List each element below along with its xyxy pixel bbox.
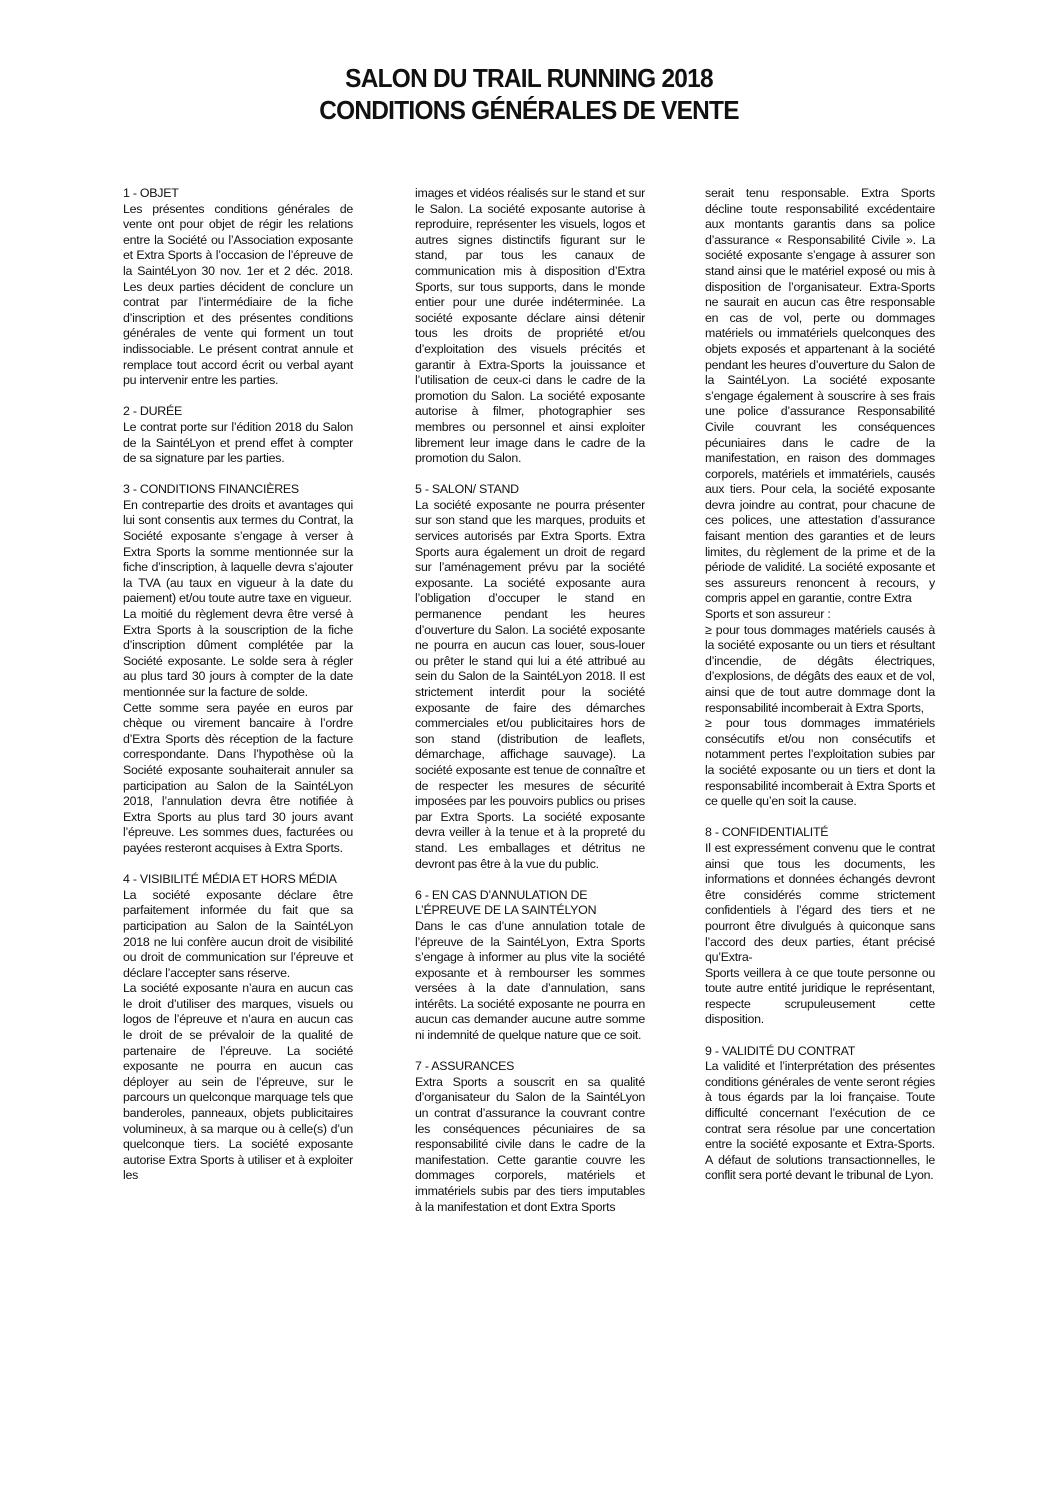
section-text: Les présentes conditions générales de vente ont pour objet de régir les relations entre la Société ou l’Association exposante et Extra Sports à l’occasion de l’épreuve de la SaintéLyon 30 nov. 1er et 2 déc. 2018. Les deux parties décident de conclure un contrat par l’intermédiaire de la fiche d’inscription et des présentes conditions générales de vente qui forment un tout indissociable. Le présent contrat annule et remplace tout accord écrit ou verbal ayant pu intervenir entre les parties. <box>123 201 353 388</box>
column-2 <box>415 186 645 1231</box>
section-heading: 7 - ASSURANCES <box>415 1059 515 1074</box>
section-text: La validité et l’interprétation des présentes conditions générales de vente seront régies à tous égards par la loi française. Toute difficulté concernant l’exécution de ce contrat sera résolue par une concertation entre la société exposante et Extra-Sports. A défaut de solutions transactionnelles, le conflit sera porté devant le tribunal de Lyon. <box>705 1059 935 1183</box>
section-heading: 1 - OBJET <box>123 186 179 200</box>
section-text: Dans le cas d’une annulation totale de l’épreuve de la SaintéLyon, Extra Sports s’engage à informer au plus vite la société exposante et à rembourser les sommes versées à la date d’annulation, sans intérêts. La société exposante ne pourra en aucun cas demander aucune autre somme ni indemnité de quelque nature que ce soit. <box>415 918 645 1043</box>
section-objet <box>123 186 353 389</box>
section-annulation <box>415 888 645 1044</box>
continued-text <box>705 186 935 810</box>
section-visibilite <box>123 872 353 1184</box>
column-3 <box>705 186 935 1200</box>
section-assurances <box>415 1059 645 1215</box>
section-text: La société exposante n’aura en aucun cas le droit d’utiliser des marques, visuels ou logos de l’épreuve et n’aura en aucun cas le droit de se prévaloir de la qualité de partenaire de l’épreuve. La société exposante ne pourra en aucun cas déployer au sein de l’épreuve, sur le parcours un quelconque marquage tels que banderoles, panneaux, objets publicitaires volumineux, à sa marque ou à celle(s) d’un quelconque tiers. La société exposante autorise Extra Sports à utiliser et à exploiter les <box>123 981 353 1183</box>
section-heading: 3 - CONDITIONS FINANCIÈRES <box>123 482 299 497</box>
continued-text <box>415 186 645 467</box>
section-text: images et vidéos réalisés sur le stand et sur le Salon. La société exposante autorise à reproduire, représenter les visuels, logos et autres signes distinctifs figurant sur le stand, par tous les canaux de communication mis à disposition d’Extra Sports, sur tous supports, dans le monde entier pour une durée indéterminée. La société exposante déclare ainsi détenir tous les droits de propriété et/ou d’exploitation des visuels précités et garantir à Extra-Sports la jouissance et l’utilisation de ceux-ci dans le cadre de la promotion du Salon. La société exposante autorise à filmer, photographier ses membres ou personnel et ainsi exploiter librement leur image dans le cadre de la promotion du Salon. <box>415 186 645 466</box>
section-text: serait tenu responsable. Extra Sports décline toute responsabilité excédentaire aux montants garantis dans sa police d’assurance « Responsabilité Civile ». La société exposante s’engage à assurer son stand ainsi que le matériel exposé ou mis à disposition de l’organisateur. Extra-Sports ne saurait en aucun cas être responsable en cas de vol, perte ou dommages matériels ou immatériels quelconques des objets exposés et appartenant à la société pendant les heures d’ouverture du Salon de la SaintéLyon. La société exposante s’engage également à souscrire à ses frais une police d’assurance Responsabilité Civile couvrant les conséquences pécuniaires dans le cadre de la manifestation, en raison des dommages corporels, matériels et immatériels, causés aux tiers. Pour cela, la société exposante devra joindre au contrat, pour chacune de ces polices, une attestation d’assurance faisant mention des garanties et de leurs limites, du règlement de la prime et de la période de validité. La société exposante et ses assureurs renoncent à recours, y compris appel en garantie, contre Extra <box>705 186 935 606</box>
section-heading: 8 - CONFIDENTIALITÉ <box>705 825 829 840</box>
section-text: Extra Sports a souscrit en sa qualité d’organisateur du Salon de la SaintéLyon un contrat d’assurance la couvrant contre les conséquences pécuniaires de sa responsabilité civile dans le cadre de la manifestation. Cette garantie couvre les dommages corporels, matériels et immatériels subis par des tiers imputables à la manifestation et dont Extra Sports <box>415 1074 645 1214</box>
section-heading: 4 - VISIBILITÉ MÉDIA ET HORS MÉDIA <box>123 872 337 887</box>
section-text: ≥ pour tous dommages matériels causés à la société exposante ou un tiers et résultant d’incendie, de dégâts électriques, d’explosions, de dégâts des eaux et de vol, ainsi que de tout autre dommage dont la responsabilité incomberait à Extra Sports, <box>705 622 935 715</box>
section-text: Il est expressément convenu que le contrat ainsi que tous les documents, les informations et données échangés devront être considérés comme strictement confidentiels à l’égard des tiers et ne pourront être divulgués à quiconque sans l’accord des deux parties, étant précisé qu’Extra- <box>705 840 935 965</box>
section-text: La société exposante ne pourra présenter sur son stand que les marques, produits et services autorisés par Extra Sports. Extra Sports aura également un droit de regard sur l’aménagement prévu par la société exposante. La société exposante aura l’obligation d’occuper le stand en permanence pendant les heures d’ouverture du Salon. La société exposante ne pourra en aucun cas louer, sous-louer ou prêter le stand qui lui a été attribué au sein du Salon de la SaintéLyon 2018. Il est strictement interdit pour la société exposante de faire des démarches commerciales et/ou publicitaires hors de son stand (distribution de leaflets, démarchage, affichage sauvage). La société exposante est tenue de connaître et de respecter les mesures de sécurité imposées par les pouvoirs publics ou prises par Extra Sports. La société exposante devra veiller à la tenue et à la propreté du stand. Les emballages et détritus ne devront pas être à la vue du public. <box>415 497 645 871</box>
section-text: ≥ pour tous dommages immatériels consécutifs et/ou non consécutifs et notamment pertes l’exploitation subies par la société exposante ou un tiers et dont la responsabilité incomberait à Extra Sports et ce quelle qu’en soit la cause. <box>705 716 935 809</box>
title-line-2: CONDITIONS GÉNÉRALES DE VENTE <box>319 95 739 125</box>
section-text: Sports et son assureur : <box>705 607 831 622</box>
section-heading: 5 - SALON/ STAND <box>415 482 519 497</box>
section-heading: 6 - EN CAS D’ANNULATION DE L’ÉPREUVE DE LA SAINTÉLYON <box>415 887 597 918</box>
section-conditions-financieres <box>123 482 353 856</box>
section-text: Sports veillera à ce que toute personne ou toute autre entité juridique le représentant, respecte scrupuleusement cette disposition. <box>705 965 935 1027</box>
section-confidentialite <box>705 825 935 1028</box>
section-heading: 2 - DURÉE <box>123 404 183 419</box>
section-text: Le contrat porte sur l’édition 2018 du Salon de la SaintéLyon et prend effet à compter de sa signature par les parties. <box>123 419 353 466</box>
section-text: En contrepartie des droits et avantages qui lui sont consentis aux termes du Contrat, la Société exposante s’engage à verser à Extra Sports la somme mentionnée sur la fiche d’inscription, à laquelle devra s’ajouter la TVA (au taux en vigueur à la date du paiement) et/ou toute autre taxe en vigueur. <box>123 497 353 606</box>
section-duree <box>123 404 353 466</box>
section-salon-stand <box>415 482 645 872</box>
page-title <box>32 62 1027 126</box>
title-line-1: SALON DU TRAIL RUNNING 2018 <box>345 63 713 93</box>
section-text: Cette somme sera payée en euros par chèque ou virement bancaire à l’ordre d’Extra Sports dès réception de la facture correspondante. Dans l’hypothèse où la Société exposante souhaiterait annuler sa participation au Salon de la SaintéLyon 2018, l’annulation devra être notifiée à Extra Sports au plus tard 30 jours avant l’épreuve. Les sommes dues, facturées ou payées resteront acquises à Extra Sports. <box>123 700 353 855</box>
section-validite <box>705 1044 935 1184</box>
section-text: La moitié du règlement devra être versé à Extra Sports à la souscription de la fiche d’inscription dûment complétée par la Société exposante. Le solde sera à régler au plus tard 30 jours à compter de la date mentionnée sur la facture de solde. <box>123 607 353 699</box>
section-text: La société exposante déclare être parfaitement informée du fait que sa participation au Salon de la SaintéLyon 2018 ne lui confère aucun droit de visibilité ou droit de communication sur l’épreuve et déclare l’accepter sans réserve. <box>123 887 353 980</box>
section-heading: 9 - VALIDITÉ DU CONTRAT <box>705 1043 856 1058</box>
column-1 <box>123 186 353 1200</box>
